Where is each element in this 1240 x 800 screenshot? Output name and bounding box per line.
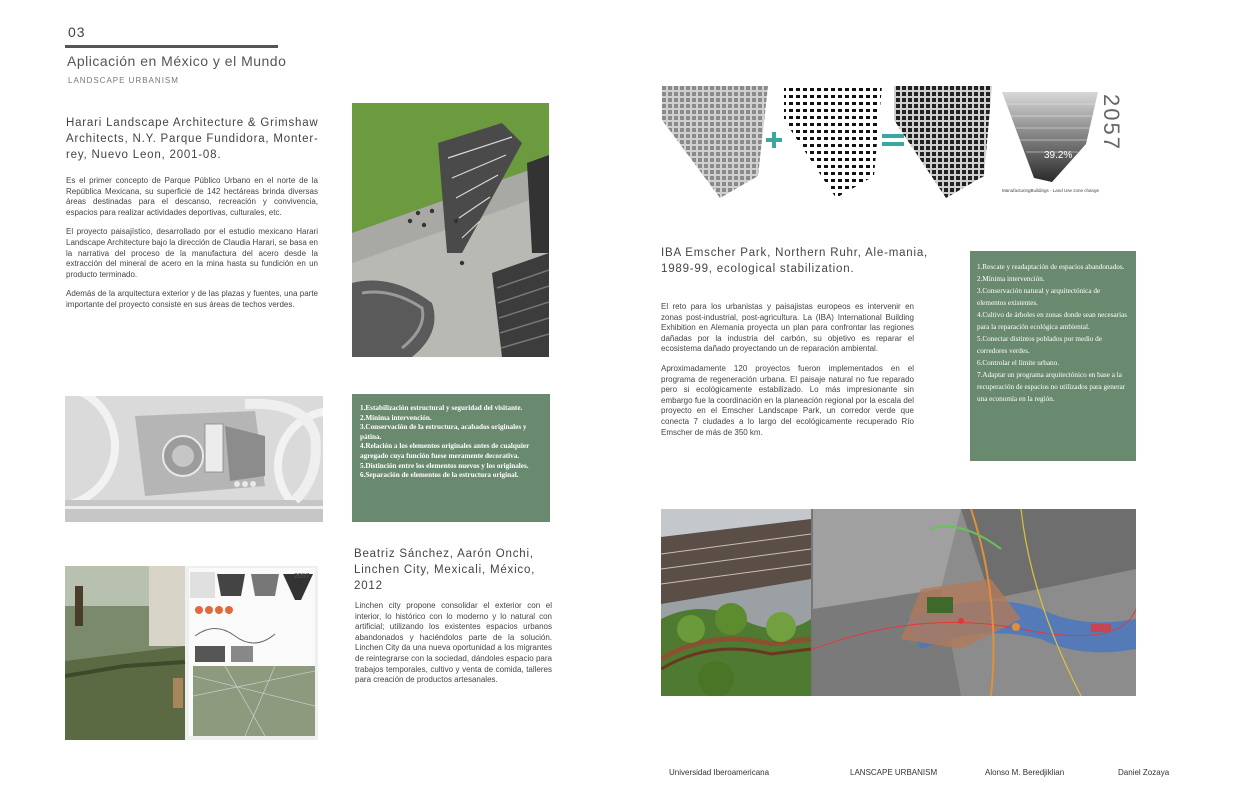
principle-item: 6.Separación de elementos de la estructura original. bbox=[360, 471, 519, 480]
iba-title: IBA Emscher Park, Northern Ruhr, Ale-mania, 1989-99, ecological stabilization. bbox=[661, 247, 929, 275]
principle-item: 3.Conservación de la estructura, acabados originales y pátina. bbox=[360, 423, 527, 441]
harari-text bbox=[66, 176, 318, 311]
footer-course: LANSCAPE URBANISM bbox=[850, 768, 938, 777]
iba-principles-box bbox=[970, 251, 1136, 461]
page-subtitle: LANDSCAPE URBANISM bbox=[68, 76, 179, 85]
iba-paragraph: Aproximadamente 120 proyectos fueron implementados en el programa de regeneración urbana. El paisaje natural no fue reparado pero si ecológicamente estabilizado. Lo más impresionante sin embargo fue la coordinación en la planeación regional por la escala del proyecto en el Emscher Landscape Park, un corredor verde que conecta 7 ciudades a lo largo del ecológicamente recuperado Río Emscher de más de 350 km. bbox=[661, 363, 914, 437]
principle-item: 3.Conservación natural y arquitectónica de elementos existentes. bbox=[977, 287, 1101, 307]
footer-university: Universidad Iberoamericana bbox=[669, 768, 770, 777]
diagram-percent: 39.2% bbox=[1044, 150, 1073, 161]
diagram-caption: ManufacturingBuildings - Land Use zone change bbox=[1002, 188, 1100, 193]
page-title: Aplicación en México y el Mundo bbox=[67, 53, 287, 69]
parque-fundidora-site-plan bbox=[65, 396, 323, 522]
footer-author: Daniel Zozaya bbox=[1118, 768, 1170, 777]
linchen-title: Beatriz Sánchez, Aarón Onchi, Linchen City, Mexicali, México, 2012 bbox=[354, 548, 536, 592]
principle-item: 1.Estabilización estructural y seguridad del visitante. bbox=[360, 404, 523, 412]
emscher-park-photos bbox=[661, 509, 1136, 696]
principle-item: 2.Mínima intervención. bbox=[977, 275, 1045, 283]
harari-principles-box bbox=[352, 394, 550, 522]
principle-item: 7.Adaptar un programa arquitectónico en base a la recuperación de espacios no utilizados para generar una economía en la región. bbox=[977, 371, 1126, 403]
page-number: 03 bbox=[68, 24, 86, 40]
parque-fundidora-photo bbox=[352, 103, 549, 357]
figure-ground-diagram bbox=[662, 80, 1136, 204]
harari-paragraph: Es el primer concepto de Parque Público Urbano en el norte de la República Mexicana, su superficie de 142 hectáreas brinda diversas áreas destinadas para el descanso, recreación y convivencia, espacios para realizar actividades deportivas, culturales, etc. bbox=[66, 176, 318, 217]
harari-paragraph: El proyecto paisajístico, desarrollado por el estudio mexicano Harari Landscape Architecture bajo la dirección de Claudia Harari, se basa en la narrativa del proceso de la manufactura del acero desde la extracción del mineral de acero en la mina hasta su fundición en un producto terminado. bbox=[66, 227, 318, 279]
footer-author: Alonso M. Beredjiklian bbox=[985, 768, 1065, 777]
principle-item: 6.Controlar el límite urbano. bbox=[977, 359, 1060, 367]
harari-paragraph: Además de la arquitectura exterior y de las plazas y fuentes, una parte importante del proyecto consiste en sus áreas de techos verdes. bbox=[66, 289, 318, 309]
principle-item: 1.Rescate y readaptación de espacios abandonados. bbox=[977, 263, 1125, 271]
principle-item: 4.Relación a los elementos originales antes de cualquier agregado cuya función fuese meramente decorativa. bbox=[360, 442, 530, 460]
principle-item: 5.Distinción entre los elementos nuevos y los originales. bbox=[360, 461, 529, 470]
iba-text bbox=[661, 302, 914, 438]
linchen-paragraph: Linchen city propone consolidar el exterior con el interior, lo histórico con lo moderno y lo natural con artificial; utilizando los existentes espacios urbanos abandonados y haciéndolos parte de la solución. Linchen City da una nueva oportunidad a los migrantes de reintegrarse con la sociedad, dándoles espacio para trabajos temporales, cultivo y venta de comida, talleres para creación de productos artesanales. bbox=[355, 601, 552, 685]
principle-item: 5.Conectar distintos poblados por medio de corredores verdes. bbox=[977, 335, 1102, 355]
principle-item: 4.Cultivo de árboles en zonas donde sean necesarias para la reparación ecológica ambiental. bbox=[977, 311, 1128, 331]
header-rule bbox=[65, 45, 278, 48]
principle-item: 2.Mínima intervención. bbox=[360, 413, 432, 422]
diagram-year: 2057 bbox=[1099, 94, 1124, 151]
linchen-city-collage bbox=[65, 566, 318, 740]
harari-title: Harari Landscape Architecture & Grimshaw Architects, N.Y. Parque Fundidora, Monter-rey, Nuevo Leon, 2001-08. bbox=[66, 117, 319, 161]
linchen-inset-year: 2057 bbox=[294, 573, 310, 580]
iba-paragraph: El reto para los urbanistas y paisajistas europeos es intervenir en zonas post-industrial, post-agricultura. La (IBA) International Building Exhibition en Alemania proyecta un plan para confrontar las regiones dañadas por la industria del carbón, su objetivo es reparar el ecosistema dañado proyectando un de reparación ambiental. bbox=[661, 302, 914, 354]
